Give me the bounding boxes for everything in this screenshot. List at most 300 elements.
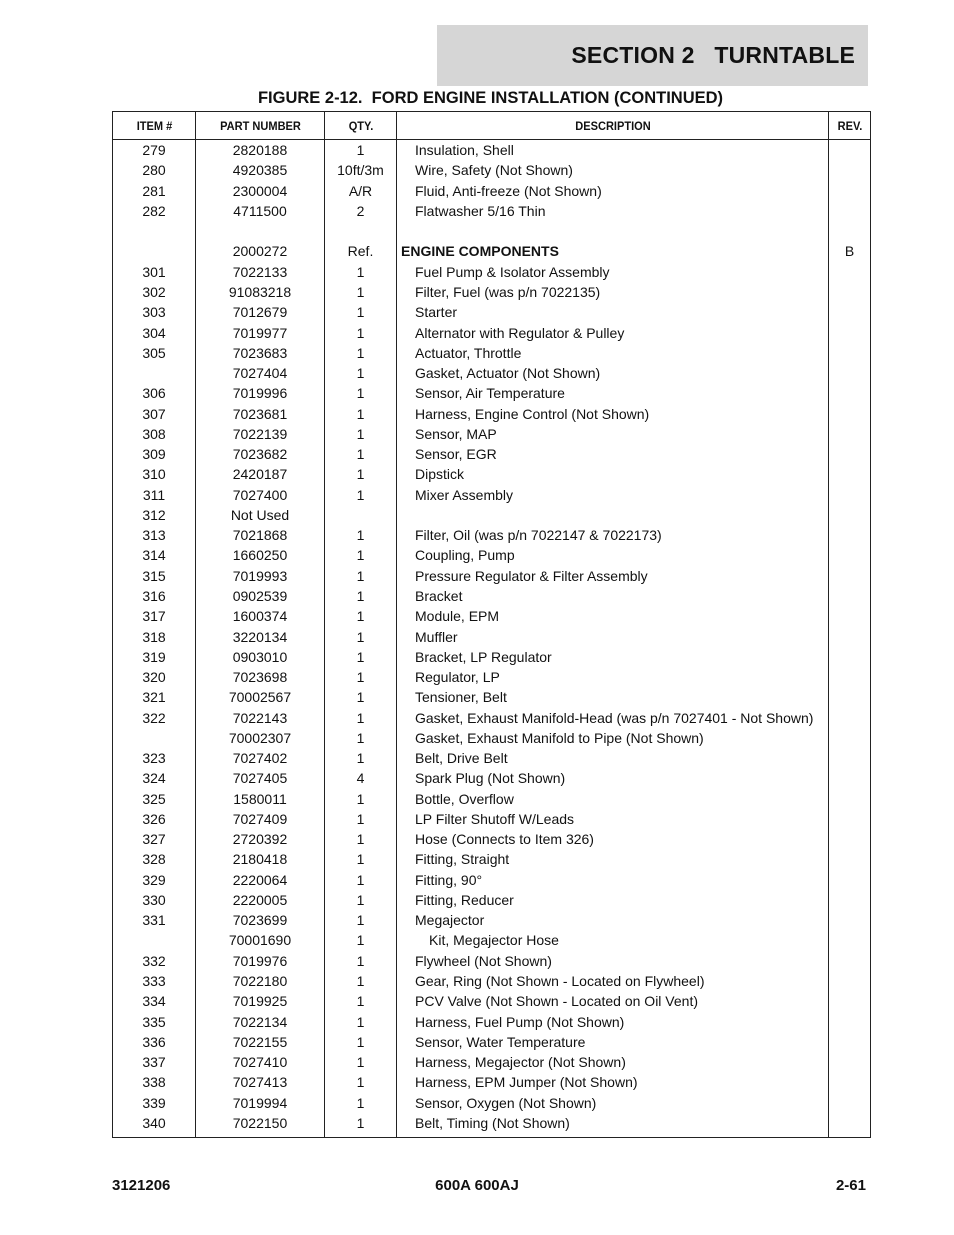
quantity-cell: 1 xyxy=(325,485,397,505)
table-row xyxy=(113,262,871,282)
revision-cell xyxy=(829,424,871,444)
table-row xyxy=(113,322,871,342)
table-row xyxy=(113,707,871,727)
item-number-cell: 319 xyxy=(113,647,196,667)
table-row xyxy=(113,201,871,221)
revision-cell xyxy=(829,667,871,687)
table-row xyxy=(113,849,871,869)
part-number-cell: 7022133 xyxy=(196,262,325,282)
revision-cell xyxy=(829,951,871,971)
description-cell: Filter, Oil (was p/n 7022147 & 7022173) xyxy=(397,525,829,545)
description-cell: Insulation, Shell xyxy=(397,140,829,161)
part-number-cell: 7022134 xyxy=(196,1011,325,1031)
table-row xyxy=(113,282,871,302)
part-number-cell: 70002307 xyxy=(196,728,325,748)
section-title: SECTION 2 TURNTABLE xyxy=(571,42,855,68)
part-number-cell: 2180418 xyxy=(196,849,325,869)
quantity-cell: 1 xyxy=(325,1011,397,1031)
part-number-cell: 7023683 xyxy=(196,343,325,363)
description-cell: Spark Plug (Not Shown) xyxy=(397,768,829,788)
table-row xyxy=(113,930,871,950)
table-row xyxy=(113,728,871,748)
revision-cell xyxy=(829,1092,871,1112)
description-cell: Dipstick xyxy=(397,464,829,484)
description-cell: Mixer Assembly xyxy=(397,485,829,505)
revision-cell xyxy=(829,566,871,586)
revision-cell xyxy=(829,910,871,930)
table-row xyxy=(113,748,871,768)
item-number-cell: 320 xyxy=(113,667,196,687)
part-number-cell: 7027409 xyxy=(196,809,325,829)
quantity-cell: 4 xyxy=(325,768,397,788)
item-number-cell: 303 xyxy=(113,302,196,322)
item-number-cell xyxy=(113,221,196,241)
table-row xyxy=(113,829,871,849)
quantity-cell: 1 xyxy=(325,302,397,322)
description-cell: Megajector xyxy=(397,910,829,930)
description-cell: Sensor, EGR xyxy=(397,444,829,464)
item-number-cell: 340 xyxy=(113,1113,196,1138)
quantity-cell: 1 xyxy=(325,403,397,423)
column-header-qty: QTY. xyxy=(327,112,393,140)
quantity-cell: 1 xyxy=(325,444,397,464)
table-row xyxy=(113,789,871,809)
revision-cell xyxy=(829,262,871,282)
quantity-cell: 1 xyxy=(325,566,397,586)
table-row xyxy=(113,1113,871,1138)
part-number-cell: 7022155 xyxy=(196,1032,325,1052)
revision-cell xyxy=(829,140,871,161)
revision-cell xyxy=(829,586,871,606)
footer-model: 600A 600AJ xyxy=(435,1177,519,1194)
part-number-cell: 7027410 xyxy=(196,1052,325,1072)
revision-cell xyxy=(829,525,871,545)
item-number-cell: 337 xyxy=(113,1052,196,1072)
description-cell: Harness, Megajector (Not Shown) xyxy=(397,1052,829,1072)
part-number-cell: 7019925 xyxy=(196,991,325,1011)
item-number-cell: 281 xyxy=(113,181,196,201)
item-number-cell: 321 xyxy=(113,687,196,707)
section-header xyxy=(437,25,868,86)
description-cell: PCV Valve (Not Shown - Located on Oil Vent) xyxy=(397,991,829,1011)
part-number-cell xyxy=(196,221,325,241)
quantity-cell: 1 xyxy=(325,282,397,302)
table-row xyxy=(113,606,871,626)
footer-page-number: 2-61 xyxy=(835,1177,866,1194)
quantity-cell: 1 xyxy=(325,748,397,768)
item-number-cell: 309 xyxy=(113,444,196,464)
table-row xyxy=(113,647,871,667)
item-number-cell: 310 xyxy=(113,464,196,484)
quantity-cell: 1 xyxy=(325,464,397,484)
item-number-cell xyxy=(113,241,196,261)
description-cell: Starter xyxy=(397,302,829,322)
quantity-cell: 1 xyxy=(325,910,397,930)
column-header-item: ITEM # xyxy=(116,112,192,140)
revision-cell xyxy=(829,181,871,201)
revision-cell xyxy=(829,383,871,403)
table-row xyxy=(113,464,871,484)
quantity-cell: 1 xyxy=(325,1113,397,1138)
revision-cell xyxy=(829,687,871,707)
description-cell: Tensioner, Belt xyxy=(397,687,829,707)
part-number-cell: 91083218 xyxy=(196,282,325,302)
quantity-cell: 1 xyxy=(325,809,397,829)
item-number-cell: 304 xyxy=(113,322,196,342)
description-cell xyxy=(397,505,829,525)
description-cell: Alternator with Regulator & Pulley xyxy=(397,322,829,342)
item-number-cell: 301 xyxy=(113,262,196,282)
quantity-cell: 1 xyxy=(325,971,397,991)
revision-cell xyxy=(829,485,871,505)
item-number-cell: 339 xyxy=(113,1092,196,1112)
revision-cell xyxy=(829,464,871,484)
revision-cell xyxy=(829,1032,871,1052)
quantity-cell: 1 xyxy=(325,707,397,727)
table-row xyxy=(113,687,871,707)
description-cell: Gasket, Exhaust Manifold to Pipe (Not Shown) xyxy=(397,728,829,748)
description-cell: Sensor, Air Temperature xyxy=(397,383,829,403)
table-row xyxy=(113,525,871,545)
part-number-cell: 7019996 xyxy=(196,383,325,403)
description-cell: Fitting, Straight xyxy=(397,849,829,869)
part-number-cell: 7023681 xyxy=(196,403,325,423)
part-number-cell: 70002567 xyxy=(196,687,325,707)
revision-cell xyxy=(829,849,871,869)
revision-cell xyxy=(829,1011,871,1031)
quantity-cell: 1 xyxy=(325,849,397,869)
description-cell: Bottle, Overflow xyxy=(397,789,829,809)
part-number-cell: Not Used xyxy=(196,505,325,525)
item-number-cell: 317 xyxy=(113,606,196,626)
description-cell: Hose (Connects to Item 326) xyxy=(397,829,829,849)
description-cell: Gasket, Exhaust Manifold-Head (was p/n 7027401 - Not Shown) xyxy=(397,707,829,727)
item-number-cell: 306 xyxy=(113,383,196,403)
item-number-cell: 322 xyxy=(113,707,196,727)
revision-cell xyxy=(829,768,871,788)
description-cell: Harness, EPM Jumper (Not Shown) xyxy=(397,1072,829,1092)
item-number-cell: 336 xyxy=(113,1032,196,1052)
description-cell: Pressure Regulator & Filter Assembly xyxy=(397,566,829,586)
description-cell: Bracket xyxy=(397,586,829,606)
table-row xyxy=(113,971,871,991)
part-number-cell: 2420187 xyxy=(196,464,325,484)
table-row xyxy=(113,910,871,930)
revision-cell xyxy=(829,829,871,849)
quantity-cell: A/R xyxy=(325,181,397,201)
quantity-cell: 1 xyxy=(325,829,397,849)
description-cell: Sensor, Oxygen (Not Shown) xyxy=(397,1092,829,1112)
part-number-cell: 7019976 xyxy=(196,951,325,971)
table-row xyxy=(113,1072,871,1092)
table-row xyxy=(113,586,871,606)
part-number-cell: 7027405 xyxy=(196,768,325,788)
description-cell: ENGINE COMPONENTS xyxy=(397,241,829,261)
quantity-cell: 2 xyxy=(325,201,397,221)
item-number-cell: 333 xyxy=(113,971,196,991)
item-number-cell: 302 xyxy=(113,282,196,302)
table-row xyxy=(113,241,871,261)
quantity-cell: 1 xyxy=(325,1032,397,1052)
parts-table-body xyxy=(113,140,871,1138)
part-number-cell: 2820188 xyxy=(196,140,325,161)
revision-cell xyxy=(829,444,871,464)
item-number-cell: 324 xyxy=(113,768,196,788)
part-number-cell: 0903010 xyxy=(196,647,325,667)
revision-cell xyxy=(829,870,871,890)
revision-cell xyxy=(829,707,871,727)
description-cell: Muffler xyxy=(397,626,829,646)
description-cell: Actuator, Throttle xyxy=(397,343,829,363)
description-cell: LP Filter Shutoff W/Leads xyxy=(397,809,829,829)
quantity-cell xyxy=(325,221,397,241)
part-number-cell: 7027400 xyxy=(196,485,325,505)
table-row xyxy=(113,221,871,241)
revision-cell xyxy=(829,1072,871,1092)
quantity-cell xyxy=(325,505,397,525)
quantity-cell: 1 xyxy=(325,626,397,646)
table-row xyxy=(113,302,871,322)
revision-cell xyxy=(829,626,871,646)
description-cell: Harness, Fuel Pump (Not Shown) xyxy=(397,1011,829,1031)
description-cell: Flywheel (Not Shown) xyxy=(397,951,829,971)
description-cell: Fitting, 90° xyxy=(397,870,829,890)
revision-cell xyxy=(829,403,871,423)
item-number-cell: 315 xyxy=(113,566,196,586)
item-number-cell: 331 xyxy=(113,910,196,930)
table-row xyxy=(113,890,871,910)
part-number-cell: 7019993 xyxy=(196,566,325,586)
quantity-cell: 1 xyxy=(325,789,397,809)
item-number-cell: 307 xyxy=(113,403,196,423)
revision-cell xyxy=(829,545,871,565)
quantity-cell: 1 xyxy=(325,647,397,667)
part-number-cell: 7027402 xyxy=(196,748,325,768)
revision-cell xyxy=(829,647,871,667)
item-number-cell: 312 xyxy=(113,505,196,525)
item-number-cell xyxy=(113,728,196,748)
column-header-description: DESCRIPTION xyxy=(414,112,811,140)
table-row xyxy=(113,870,871,890)
revision-cell xyxy=(829,201,871,221)
revision-cell xyxy=(829,809,871,829)
part-number-cell: 7022150 xyxy=(196,1113,325,1138)
description-cell: Gasket, Actuator (Not Shown) xyxy=(397,363,829,383)
table-row xyxy=(113,343,871,363)
revision-cell xyxy=(829,890,871,910)
item-number-cell: 330 xyxy=(113,890,196,910)
description-cell: Flatwasher 5/16 Thin xyxy=(397,201,829,221)
item-number-cell: 332 xyxy=(113,951,196,971)
table-row xyxy=(113,667,871,687)
table-row xyxy=(113,505,871,525)
item-number-cell: 325 xyxy=(113,789,196,809)
part-number-cell: 7023682 xyxy=(196,444,325,464)
quantity-cell: 1 xyxy=(325,343,397,363)
item-number-cell: 323 xyxy=(113,748,196,768)
item-number-cell: 314 xyxy=(113,545,196,565)
table-row xyxy=(113,403,871,423)
table-row xyxy=(113,991,871,1011)
item-number-cell xyxy=(113,930,196,950)
revision-cell xyxy=(829,971,871,991)
quantity-cell: 1 xyxy=(325,890,397,910)
table-row xyxy=(113,1011,871,1031)
part-number-cell: 7023699 xyxy=(196,910,325,930)
part-number-cell: 2720392 xyxy=(196,829,325,849)
quantity-cell: 1 xyxy=(325,606,397,626)
part-number-cell: 7027404 xyxy=(196,363,325,383)
item-number-cell: 316 xyxy=(113,586,196,606)
quantity-cell: 1 xyxy=(325,383,397,403)
item-number-cell: 279 xyxy=(113,140,196,161)
item-number-cell: 335 xyxy=(113,1011,196,1031)
quantity-cell: 1 xyxy=(325,545,397,565)
revision-cell xyxy=(829,282,871,302)
revision-cell xyxy=(829,302,871,322)
part-number-cell: 7022139 xyxy=(196,424,325,444)
quantity-cell: 10ft/3m xyxy=(325,160,397,180)
quantity-cell: 1 xyxy=(325,728,397,748)
description-cell: Fitting, Reducer xyxy=(397,890,829,910)
part-number-cell: 2300004 xyxy=(196,181,325,201)
item-number-cell: 313 xyxy=(113,525,196,545)
table-row xyxy=(113,444,871,464)
part-number-cell: 3220134 xyxy=(196,626,325,646)
description-cell: Sensor, Water Temperature xyxy=(397,1032,829,1052)
revision-cell xyxy=(829,789,871,809)
quantity-cell: Ref. xyxy=(325,241,397,261)
quantity-cell: 1 xyxy=(325,140,397,161)
table-row xyxy=(113,181,871,201)
table-row xyxy=(113,363,871,383)
part-number-cell: 7022180 xyxy=(196,971,325,991)
table-row xyxy=(113,140,871,161)
table-row xyxy=(113,485,871,505)
part-number-cell: 2220005 xyxy=(196,890,325,910)
description-cell: Kit, Megajector Hose xyxy=(397,930,829,950)
part-number-cell: 0902539 xyxy=(196,586,325,606)
part-number-cell: 2000272 xyxy=(196,241,325,261)
quantity-cell: 1 xyxy=(325,363,397,383)
revision-cell xyxy=(829,728,871,748)
quantity-cell: 1 xyxy=(325,930,397,950)
item-number-cell xyxy=(113,363,196,383)
item-number-cell: 280 xyxy=(113,160,196,180)
description-cell: Module, EPM xyxy=(397,606,829,626)
quantity-cell: 1 xyxy=(325,1092,397,1112)
revision-cell xyxy=(829,160,871,180)
description-cell: Filter, Fuel (was p/n 7022135) xyxy=(397,282,829,302)
quantity-cell: 1 xyxy=(325,667,397,687)
quantity-cell: 1 xyxy=(325,322,397,342)
quantity-cell: 1 xyxy=(325,687,397,707)
part-number-cell: 70001690 xyxy=(196,930,325,950)
table-row xyxy=(113,809,871,829)
description-cell: Fluid, Anti-freeze (Not Shown) xyxy=(397,181,829,201)
quantity-cell: 1 xyxy=(325,1072,397,1092)
revision-cell xyxy=(829,1113,871,1138)
item-number-cell: 328 xyxy=(113,849,196,869)
revision-cell xyxy=(829,606,871,626)
part-number-cell: 7019977 xyxy=(196,322,325,342)
column-header-part-number: PART NUMBER xyxy=(201,112,320,140)
table-row xyxy=(113,951,871,971)
part-number-cell: 7019994 xyxy=(196,1092,325,1112)
item-number-cell: 334 xyxy=(113,991,196,1011)
column-header-rev: REV. xyxy=(830,112,869,140)
figure-title: FIGURE 2-12. FORD ENGINE INSTALLATION (CONTINUED) xyxy=(257,89,724,107)
table-row xyxy=(113,566,871,586)
table-row xyxy=(113,545,871,565)
revision-cell xyxy=(829,363,871,383)
quantity-cell: 1 xyxy=(325,424,397,444)
description-cell: Coupling, Pump xyxy=(397,545,829,565)
item-number-cell: 327 xyxy=(113,829,196,849)
table-row xyxy=(113,768,871,788)
table-row xyxy=(113,626,871,646)
description-cell: Bracket, LP Regulator xyxy=(397,647,829,667)
parts-table xyxy=(112,111,871,1138)
item-number-cell: 338 xyxy=(113,1072,196,1092)
table-row xyxy=(113,1092,871,1112)
quantity-cell: 1 xyxy=(325,525,397,545)
part-number-cell: 4711500 xyxy=(196,201,325,221)
part-number-cell: 7023698 xyxy=(196,667,325,687)
quantity-cell: 1 xyxy=(325,262,397,282)
part-number-cell: 2220064 xyxy=(196,870,325,890)
table-row xyxy=(113,424,871,444)
item-number-cell: 318 xyxy=(113,626,196,646)
table-row xyxy=(113,383,871,403)
part-number-cell: 1660250 xyxy=(196,545,325,565)
quantity-cell: 1 xyxy=(325,1052,397,1072)
part-number-cell: 1580011 xyxy=(196,789,325,809)
revision-cell xyxy=(829,322,871,342)
revision-cell xyxy=(829,930,871,950)
description-cell: Regulator, LP xyxy=(397,667,829,687)
revision-cell: B xyxy=(829,241,871,261)
quantity-cell: 1 xyxy=(325,870,397,890)
item-number-cell: 311 xyxy=(113,485,196,505)
part-number-cell: 7021868 xyxy=(196,525,325,545)
description-cell: Gear, Ring (Not Shown - Located on Flywheel) xyxy=(397,971,829,991)
revision-cell xyxy=(829,991,871,1011)
revision-cell xyxy=(829,343,871,363)
item-number-cell: 326 xyxy=(113,809,196,829)
quantity-cell: 1 xyxy=(325,991,397,1011)
description-cell xyxy=(397,221,829,241)
part-number-cell: 1600374 xyxy=(196,606,325,626)
part-number-cell: 7012679 xyxy=(196,302,325,322)
description-cell: Wire, Safety (Not Shown) xyxy=(397,160,829,180)
item-number-cell: 329 xyxy=(113,870,196,890)
item-number-cell: 282 xyxy=(113,201,196,221)
description-cell: Belt, Drive Belt xyxy=(397,748,829,768)
table-row xyxy=(113,160,871,180)
description-cell: Harness, Engine Control (Not Shown) xyxy=(397,403,829,423)
description-cell: Belt, Timing (Not Shown) xyxy=(397,1113,829,1138)
description-cell: Sensor, MAP xyxy=(397,424,829,444)
table-header-row xyxy=(113,112,871,140)
part-number-cell: 7022143 xyxy=(196,707,325,727)
item-number-cell: 305 xyxy=(113,343,196,363)
revision-cell xyxy=(829,1052,871,1072)
table-row xyxy=(113,1052,871,1072)
table-row xyxy=(113,1032,871,1052)
item-number-cell: 308 xyxy=(113,424,196,444)
part-number-cell: 7027413 xyxy=(196,1072,325,1092)
